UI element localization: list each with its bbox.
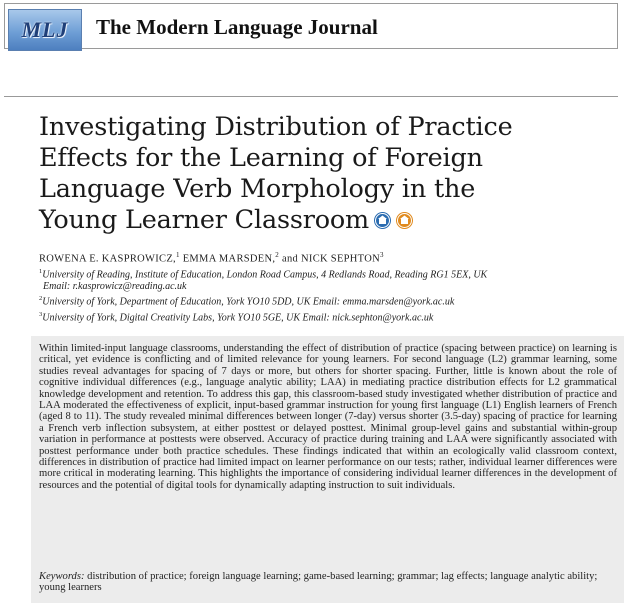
affiliation-3-line-1: University of York, Digital Creativity Labs, York YO10 5GE, UK Email: nick.sephton@york.ac.uk bbox=[42, 312, 434, 324]
affiliation-3-number: 3 bbox=[39, 311, 43, 318]
affiliation-1 bbox=[39, 266, 487, 292]
title-line-3: Language Verb Morphology in the bbox=[39, 174, 476, 204]
journal-name[interactable]: The Modern Language Journal bbox=[96, 15, 378, 39]
journal-logo[interactable] bbox=[8, 9, 82, 51]
author-2-affil: 2 bbox=[275, 251, 280, 259]
abstract-text: Within limited-input language classrooms, understanding the effect of distribution of practice (spacing between practice) on learning is critical, yet evidence is conflicting and of limited relevance for young learners. For second language (L2) grammar learning, some studies reveal advantages for spacing of 7 days or more, but others for shorter spacing. Further, little is known about the role of cognitive individual differences (e.g., language analytic ability; LAA) in mediating practice distribution effects for L2 grammatical knowledge development and retention. To address this gap, this classroom-based study investigated whether distribution of practice and LAA moderated the effectiveness of explicit, input-based grammar instruction for young first language (L1) English learners of French (aged 8 to 11). The study revealed minimal differences between longer (7-day) versus shorter (3.5-day) spacing of practice for learning a French verb inflection subsystem, at either posttest or delayed posttest. Minimal group-level gains and substantial within-group variation in performance at posttests were observed. Accuracy of practice during training and LAA were significantly associated with posttest performance under both practice schedules. These findings indicated that within an ecologically valid classroom context, differences in distribution of practice had limited impact on learner performance on our tests; rather, individual learner differences were more critical in moderating learning. This highlights the importance of considering individual learner differences in the development of resources and the potential of digital tools for dynamically adapting instruction to suit individuals. bbox=[39, 343, 617, 491]
open-data-badge-icon[interactable] bbox=[374, 212, 391, 229]
author-1[interactable]: ROWENA E. KASPROWICZ, bbox=[39, 253, 176, 265]
affiliation-1-line-1: University of Reading, Institute of Education, London Road Campus, 4 Redlands Road, Reading RG1 5EX, UK bbox=[42, 269, 488, 281]
article-title bbox=[39, 112, 599, 236]
affiliation-2 bbox=[39, 293, 454, 308]
affiliation-2-number: 2 bbox=[39, 295, 43, 302]
author-3[interactable]: and NICK SEPHTON bbox=[279, 253, 380, 265]
author-list bbox=[39, 251, 384, 265]
title-line-1: Investigating Distribution of Practice bbox=[39, 112, 513, 142]
affiliation-2-line-1: University of York, Department of Education, York YO10 5DD, UK Email: emma.marsden@york.ac.uk bbox=[42, 296, 455, 308]
affiliation-1-email[interactable]: Email: r.kasprowicz@reading.ac.uk bbox=[43, 280, 187, 292]
author-3-affil: 3 bbox=[379, 251, 384, 259]
open-materials-badge-icon[interactable] bbox=[396, 212, 413, 229]
title-line-4: Young Learner Classroom bbox=[39, 205, 369, 235]
header-divider bbox=[4, 96, 618, 97]
keywords bbox=[39, 571, 617, 594]
author-2[interactable]: EMMA MARSDEN, bbox=[179, 253, 276, 265]
logo-text: MLJ bbox=[21, 17, 69, 42]
keywords-list: distribution of practice; foreign language learning; game-based learning; grammar; lag effects; language analytic ability; young learners bbox=[39, 571, 598, 594]
keywords-label: Keywords: bbox=[39, 571, 85, 582]
author-1-affil: 1 bbox=[175, 251, 180, 259]
title-line-2: Effects for the Learning of Foreign bbox=[39, 143, 483, 173]
affiliation-1-number: 1 bbox=[39, 268, 43, 275]
affiliation-3 bbox=[39, 309, 433, 324]
